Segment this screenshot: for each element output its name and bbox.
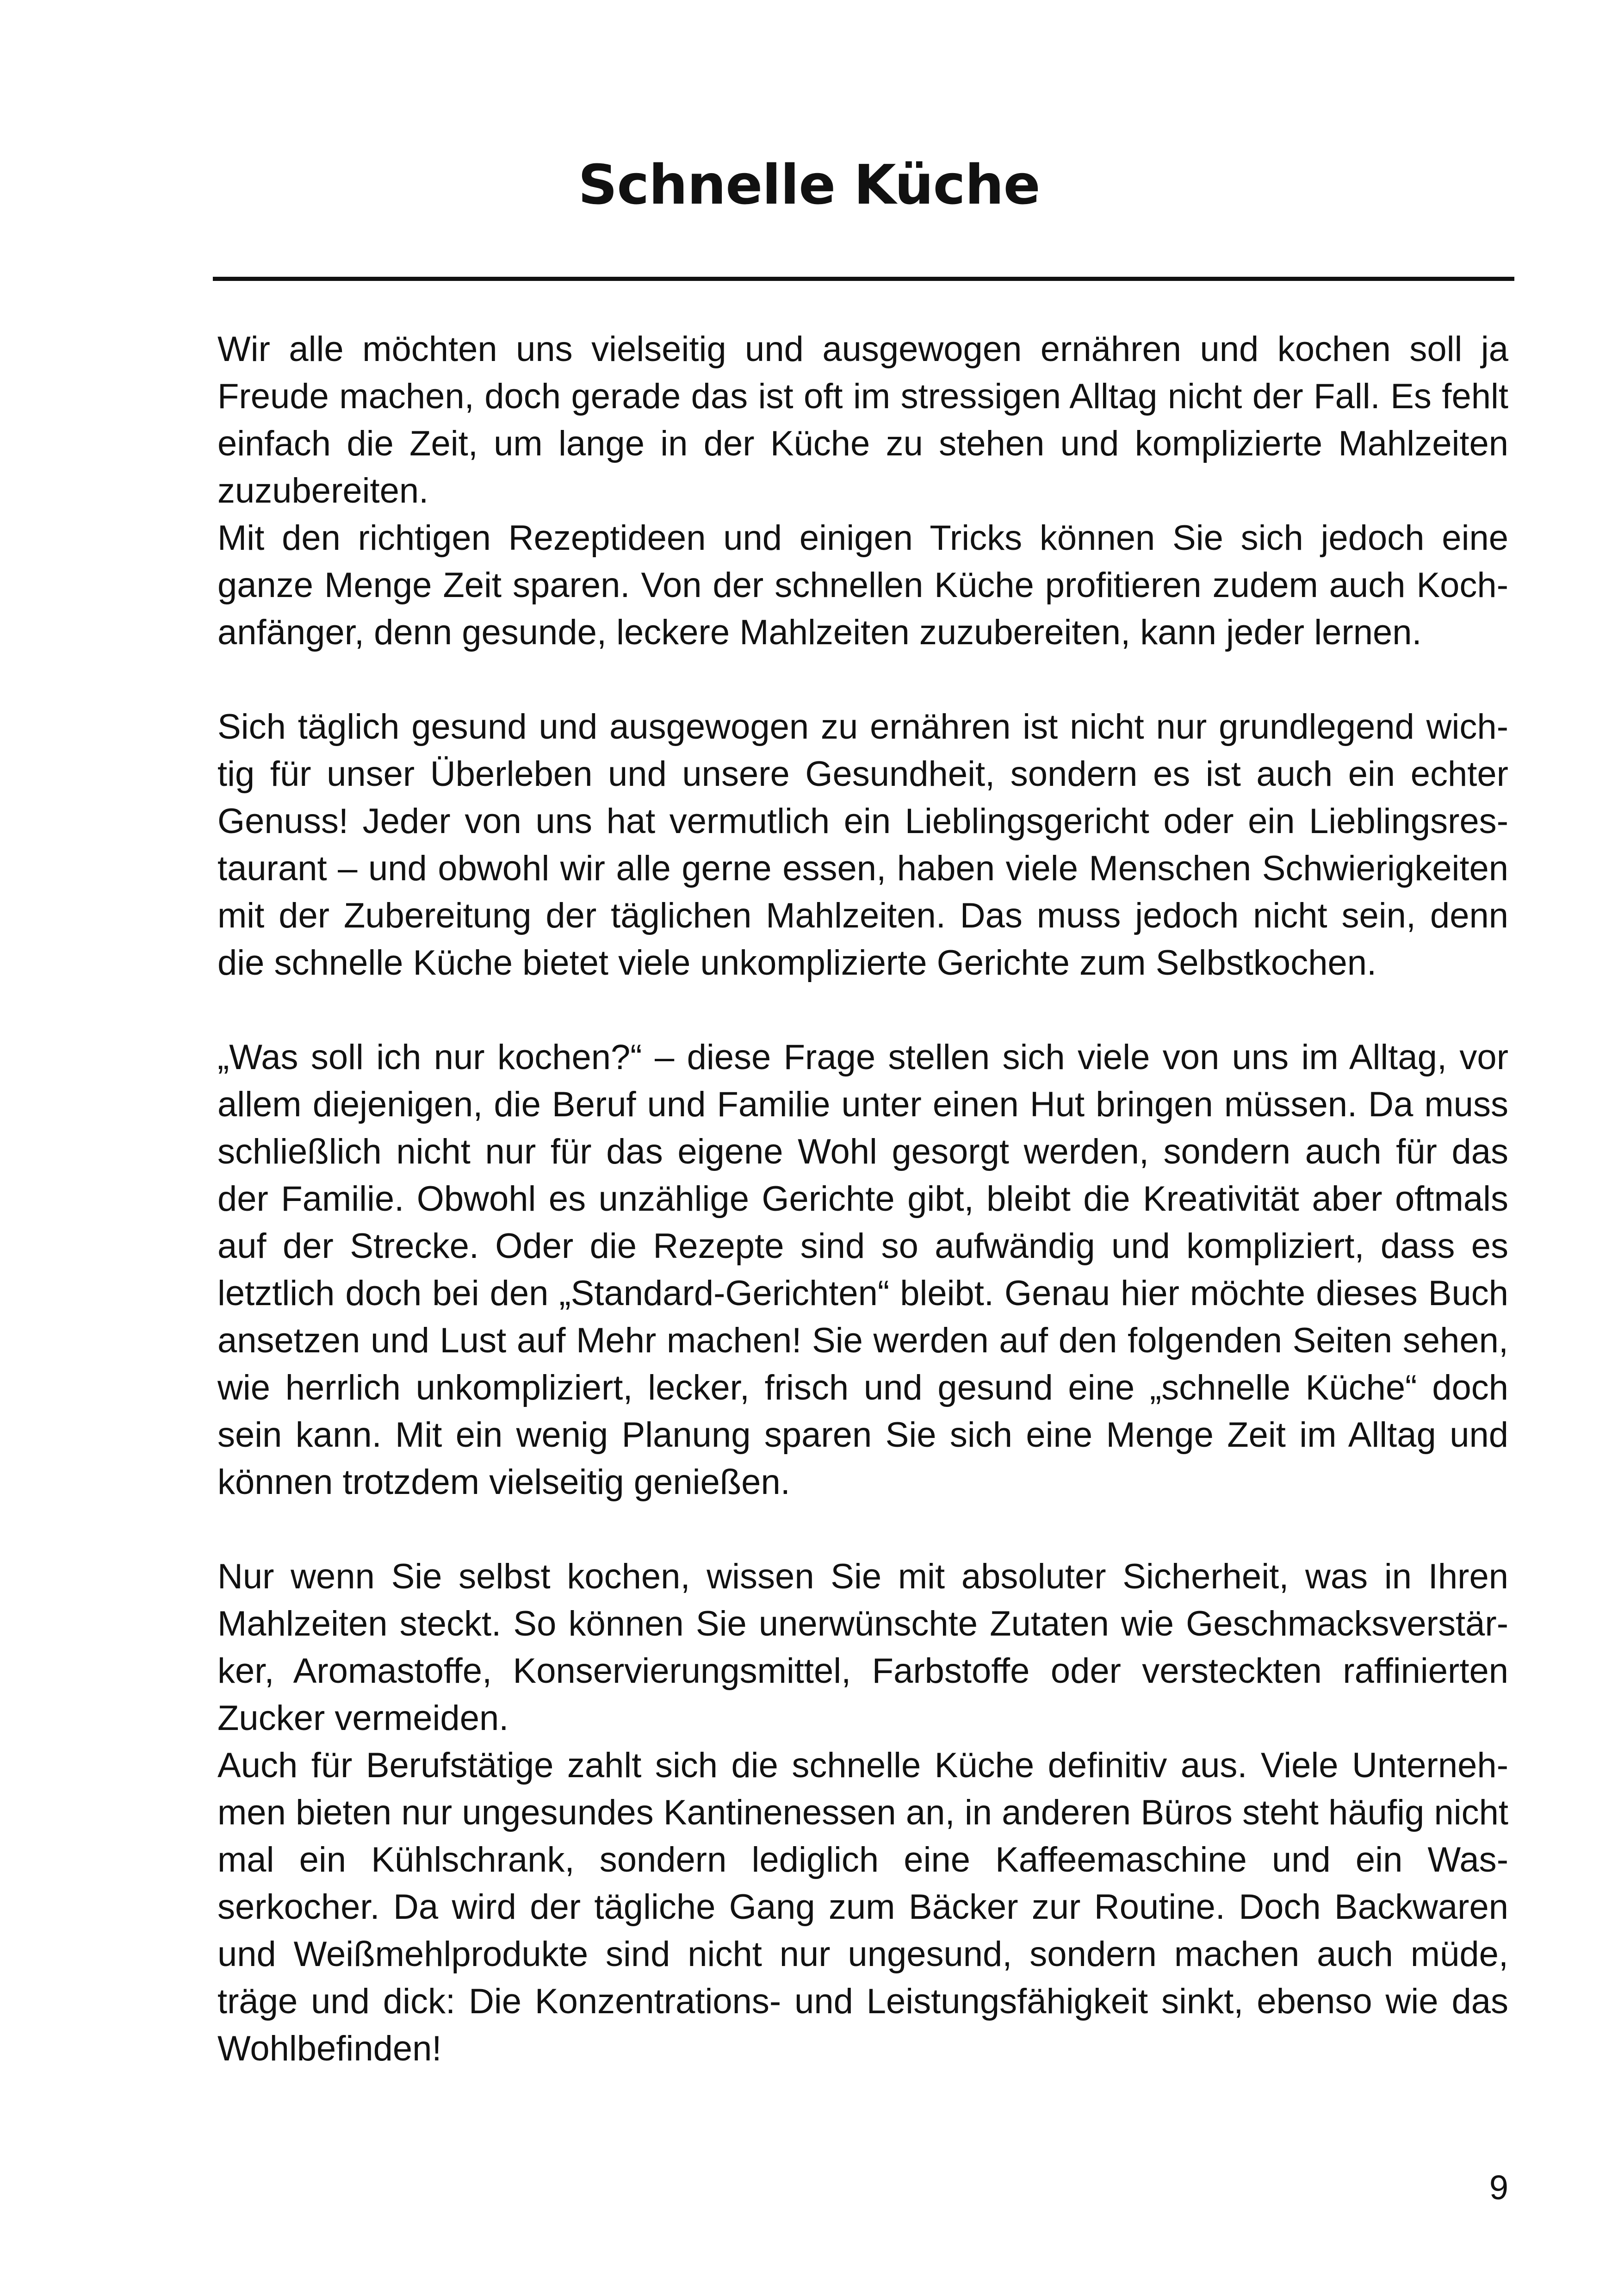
- paragraph: Mit den richtigen Rezeptideen und einigen Tricks können Sie sich jedoch eine ganze Menge Zeit sparen. Von der schnellen Küche profitieren zudem auch Kochanfänger, denn gesunde, leckere Mahlzeiten zuzubereiten, kann jeder lernen.: [217, 518, 1508, 652]
- paragraph: „Was soll ich nur kochen?“ – diese Frage stellen sich viele von uns im Alltag, vor allem diejenigen, die Beruf und Familie unter einen Hut bringen müssen. Da muss schließlich nicht nur für das eigene Wohl gesorgt werden, sondern auch für das der Familie. Obwohl es unzählige Gerichte gibt, bleibt die Kreativität aber oftmals auf der Strecke. Oder die Rezepte sind so aufwändig und kompliziert, dass es letztlich doch bei den „Standard-Gerichten“ bleibt. Genau hier möchte dieses Buch ansetzen und Lust auf Mehr machen! Sie werden auf den folgenden Seiten sehen, wie herrlich unkompliziert, lecker, frisch und gesund eine „schnelle Küche“ doch sein kann. Mit ein wenig Planung sparen Sie sich eine Menge Zeit im Alltag und können trotzdem vielseitig genießen.: [217, 1038, 1508, 1502]
- paragraph: Nur wenn Sie selbst kochen, wissen Sie mit absoluter Sicherheit, was in Ihren Mahlzeiten steckt. So können Sie unerwünschte Zutaten wie Geschmacksverstärker, Aromastoffe, Konservierungsmittel, Farbstoffe oder versteckten raffinierten Zucker vermeiden.: [217, 1557, 1508, 1738]
- body-text: [217, 326, 1508, 2072]
- paragraph: Auch für Berufstätige zahlt sich die schnelle Küche definitiv aus. Viele Unternehmen bieten nur ungesundes Kantinenessen an, in anderen Büros steht häufig nicht mal ein Kühlschrank, sondern lediglich eine Kaffeemaschine und ein Wasserkocher. Da wird der tägliche Gang zum Bäcker zur Routine. Doch Backwaren und Weißmehlprodukte sind nicht nur ungesund, sondern machen auch müde, träge und dick: Die Konzentrations- und Leistungsfähigkeit sinkt, ebenso wie das Wohlbefinden!: [217, 1746, 1508, 2068]
- paragraph: Sich täglich gesund und ausgewogen zu ernähren ist nicht nur grundlegend wichtig für unser Überleben und unsere Gesundheit, sondern es ist auch ein echter Genuss! Jeder von uns hat vermutlich ein Lieblingsgericht oder ein Lieblingsrestaurant – und obwohl wir alle gerne essen, haben viele Menschen Schwierigkeiten mit der Zubereitung der täglichen Mahlzeiten. Das muss jedoch nicht sein, denn die schnelle Küche bietet viele unkomplizierte Gerichte zum Selbstkochen.: [217, 707, 1508, 983]
- title-divider: [213, 277, 1514, 281]
- paragraph: Wir alle möchten uns vielseitig und ausgewogen ernähren und kochen soll ja Freude machen, doch gerade das ist oft im stressigen Alltag nicht der Fall. Es fehlt einfach die Zeit, um lange in der Küche zu stehen und komplizierte Mahlzeiten zuzubereiten.: [217, 330, 1508, 510]
- page-number: 9: [1489, 2168, 1508, 2207]
- page-title: Schnelle Küche: [578, 153, 1040, 217]
